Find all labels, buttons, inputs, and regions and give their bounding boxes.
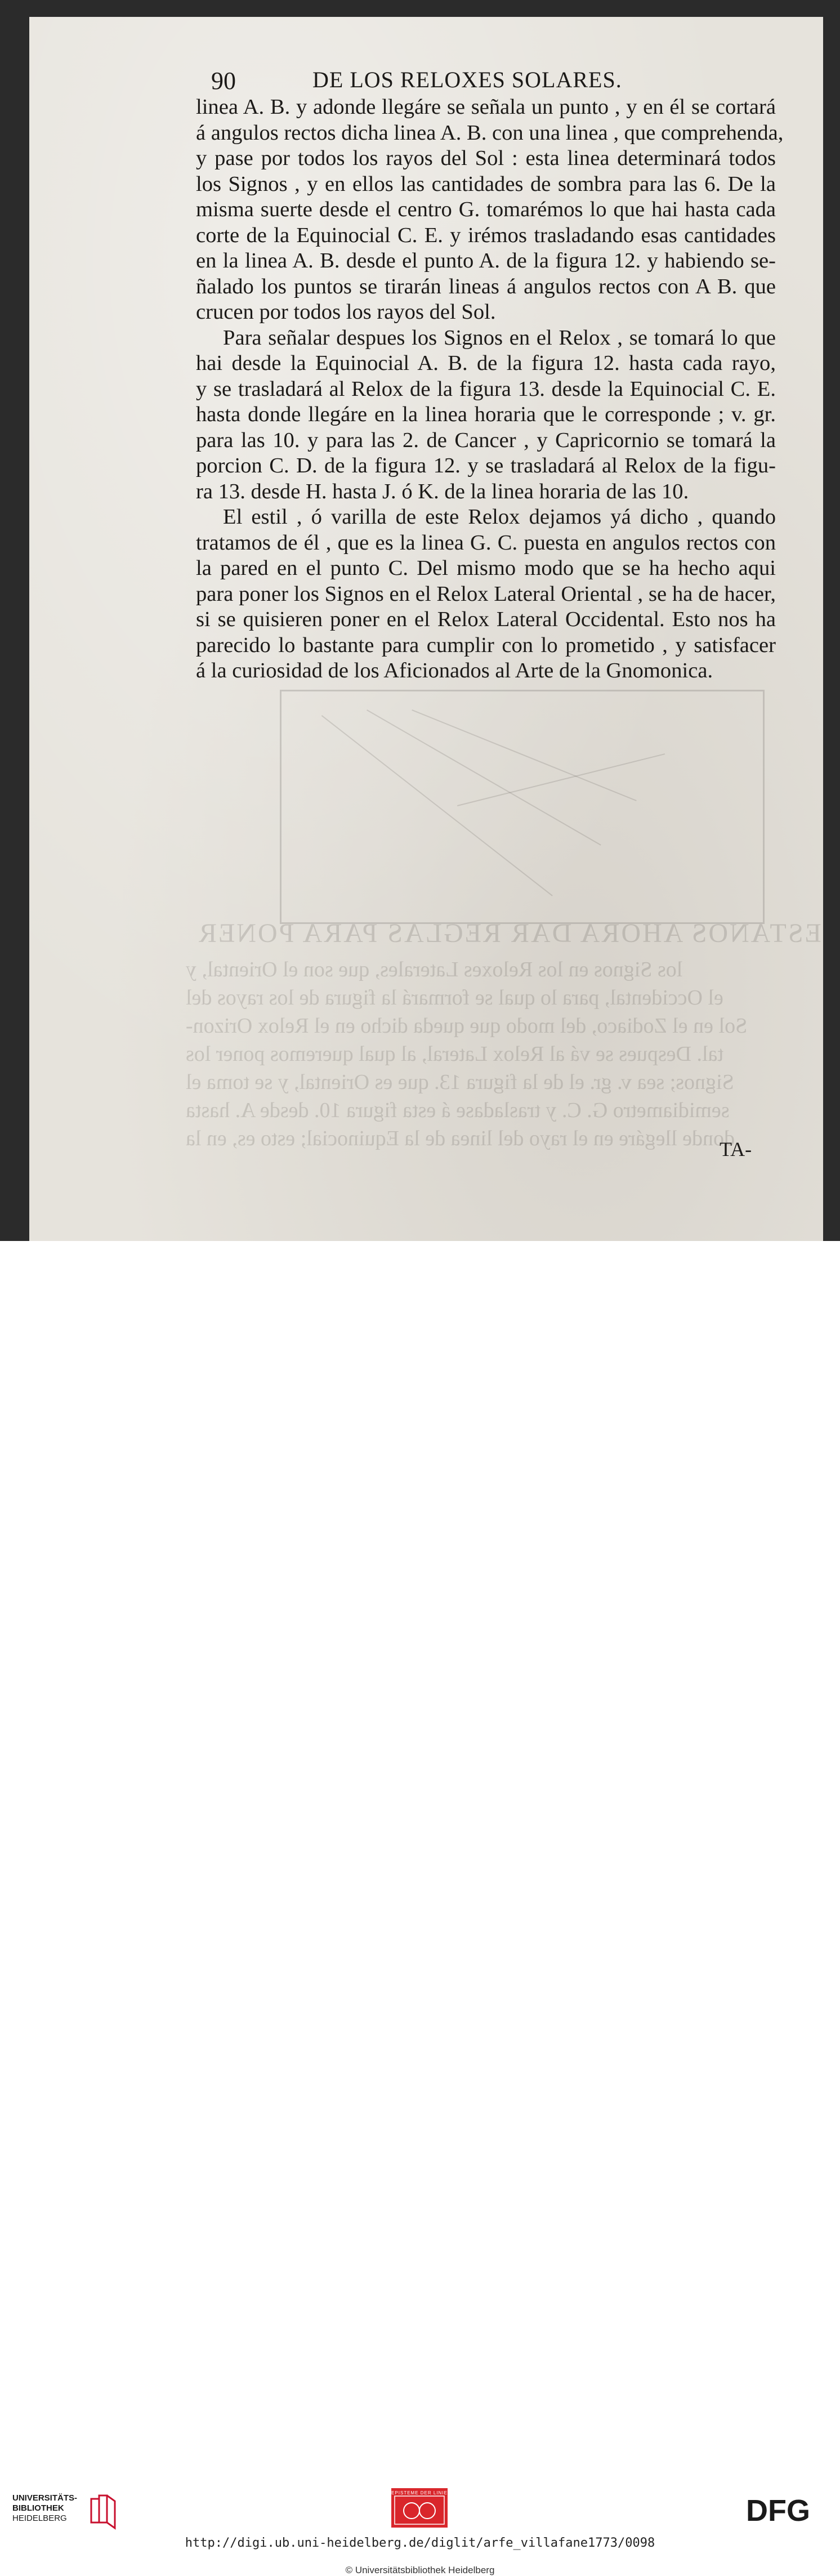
show-through-line: Signos; sea v. gr. el de la figura 13. que es Oriental, y se toma el [186, 1070, 734, 1094]
show-through-heading: ESTANOS AHORA DAR REGLAS PARA PONER [197, 918, 821, 948]
text-line: á angulos rectos dicha linea A. B. con una linea , que comprehenda, [196, 120, 784, 145]
show-through-line: Sol en el Zodiaco, del modo que queda dicho en el Relox Orizon- [186, 1014, 748, 1038]
paragraph-3 [196, 505, 776, 684]
text-line: los Signos , y en ellos las cantidades de sombra para las 6. De la [196, 172, 776, 196]
show-through-line: el Occidental, para lo qual se formará la figura de los rayos del [186, 986, 723, 1010]
text-line: hai desde la Equinocial A. B. de la figura 12. hasta cada rayo, [196, 351, 776, 375]
text-line: misma suerte desde el centro G. tomarémos lo que hai hasta cada [196, 198, 776, 221]
dfg-label: DFG [746, 2494, 810, 2525]
library-emblem-icon [90, 2492, 117, 2530]
text-line: y pase por todos los rayos del Sol : esta linea determinará todos [196, 146, 776, 170]
running-title: DE LOS RELOXES SOLARES. [312, 67, 622, 92]
paragraph-2 [196, 325, 776, 505]
text-line: para las 10. y para las 2. de Cancer , y Capricornio se tomará la [196, 428, 776, 452]
text-line: Para señalar despues los Signos en el Relox , se tomará lo que [223, 325, 776, 350]
text-line: parecido lo bastante para cumplir con lo prometido , y satisfacer [196, 633, 776, 657]
viewer-footer [0, 1241, 840, 2575]
show-through-line: donde llegáre en el rayo del linea de la Equinocial; esto es, en la [186, 1127, 735, 1150]
text-line: á la curiosidad de los Aficionados al Arte de la Gnomonica. [196, 659, 713, 682]
text-line: la pared en el punto C. Del mismo modo que se ha hecho aqui [196, 556, 776, 580]
text-line: ñalado los puntos se tirarán lineas á angulos rectos con A B. que [196, 274, 776, 298]
library-name-line: UNIVERSITÄTS- [12, 2493, 78, 2503]
copyright-notice: © Universitätsbibliothek Heidelberg [345, 2565, 495, 2575]
text-line: tratamos de él , que es la linea G. C. puesta en angulos rectos con [196, 530, 776, 555]
text-line: en la linea A. B. desde el punto A. de la figura 12. y habiendo se- [196, 249, 776, 273]
text-line: corte de la Equinocial C. E. y irémos trasladando esas cantidades [196, 223, 776, 247]
text-line: El estil , ó varilla de este Relox dejamos yá dicho , quando [223, 505, 776, 529]
dfg-logo-icon[interactable] [746, 2494, 828, 2525]
show-through-diagram-frame [280, 690, 765, 924]
episteme-logo[interactable] [391, 2488, 448, 2528]
text-line: porcion C. D. de la figura 12. y se trasladará al Relox de la figu- [196, 454, 776, 477]
library-name-line: BIBLIOTHEK [12, 2503, 64, 2513]
text-line: para poner los Signos en el Relox Lateral Oriental , se ha de hacer, [196, 582, 776, 606]
library-logo-text[interactable] [12, 2493, 86, 2524]
body-text [196, 95, 784, 684]
text-line: ra 13. desde H. hasta J. ó K. de la linea horaria de las 10. [196, 479, 689, 503]
library-name-line: HEIDELBERG [12, 2514, 67, 2523]
text-line: si se quisieren poner en el Relox Lateral Occidental. Esto nos ha [196, 608, 776, 631]
show-through-line: tal. Despues se vá al Relox Lateral, al qual queremos poner los [186, 1042, 723, 1066]
text-line: linea A. B. y adonde llegáre se señala un punto , y en él se cortará [196, 95, 776, 119]
permalink-url[interactable]: http://digi.ub.uni-heidelberg.de/diglit/arfe_villafane1773/0098 [185, 2536, 655, 2550]
episteme-faces-icon [391, 2488, 448, 2528]
show-through-line: los Signos en los Reloxes Laterales, que son el Oriental, y [186, 958, 683, 981]
text-line: y se trasladará al Relox de la figura 13. desde la Equinocial C. E. [196, 377, 776, 401]
paragraph-1 [196, 95, 784, 325]
catchword: TA- [720, 1138, 752, 1160]
episteme-logo-text: EPISTEME DER LINIE [391, 2490, 448, 2495]
text-line: crucen por todos los rayos del Sol. [196, 300, 496, 324]
page-number: 90 [211, 67, 236, 95]
text-line: hasta donde llegáre en la linea horaria que le corresponde ; v. gr. [196, 403, 776, 426]
show-through-line: semidiametro G. C. y trasladase á esta figura 10. desde A. hasta [186, 1099, 730, 1122]
